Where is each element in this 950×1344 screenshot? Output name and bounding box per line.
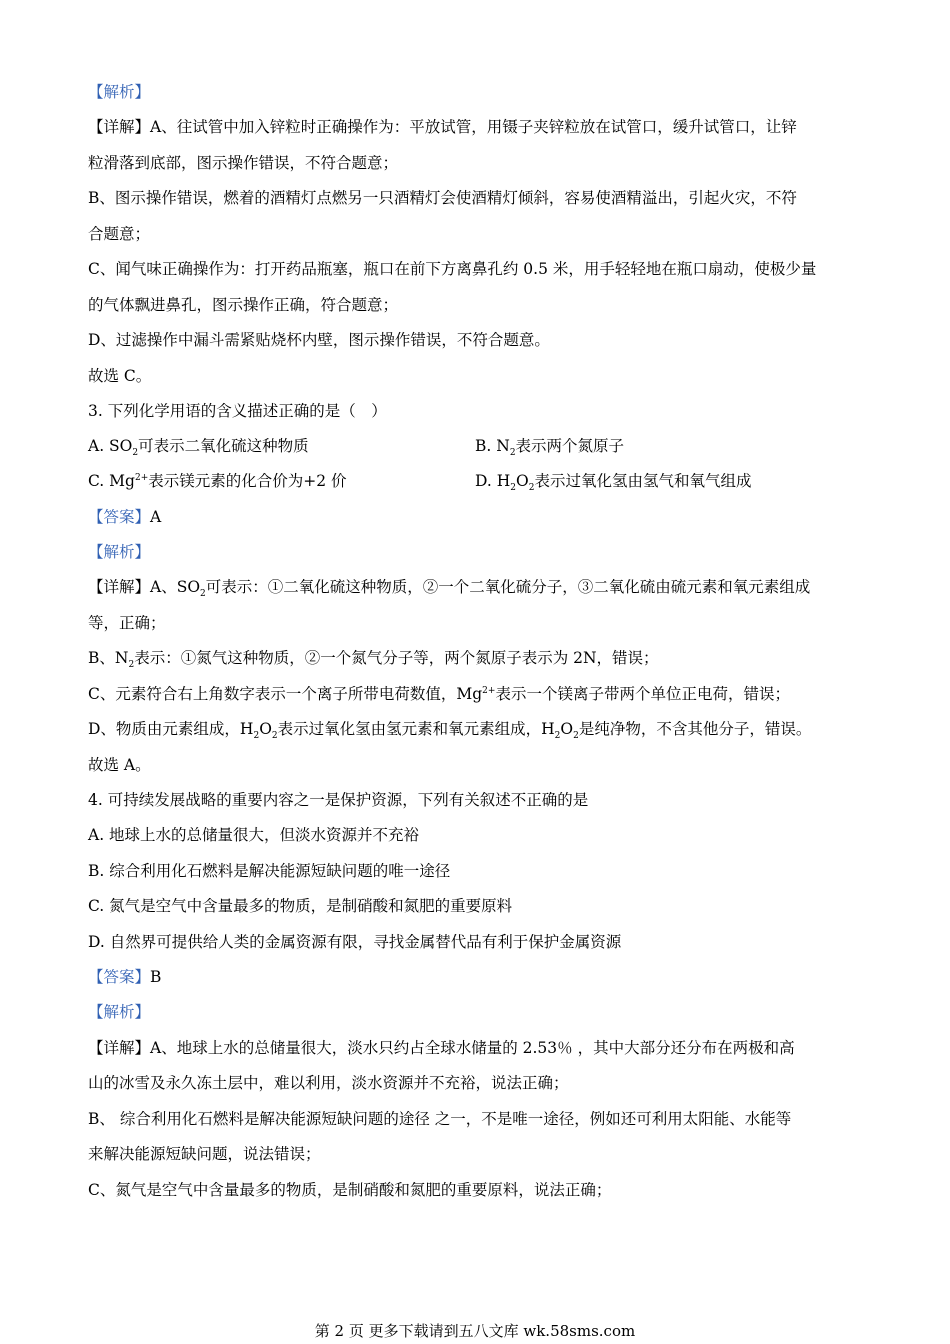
q2-detail-b-line1: B、图示操作错误，燃着的酒精灯点燃另一只酒精灯会使酒精灯倾斜，容易使酒精溢出，引起火灾，不符 bbox=[88, 189, 797, 207]
q3-detail-a-line2: 等，正确； bbox=[88, 614, 166, 632]
q3-option-a: A. $SO_2$可表示二氧化硫这种物质 bbox=[88, 437, 309, 459]
q4-option-c: C. 氮气是空气中含量最多的物质，是制硝酸和氮肥的重要原料 bbox=[88, 897, 513, 915]
q4-option-d: D. 自然界可提供给人类的金属资源有限，寻找金属替代品有利于保护金属资源 bbox=[88, 933, 622, 951]
q4-detail-a-line2: 山的冰雪及永久冻土层中，难以利用，淡水资源并不充裕，说法正确； bbox=[88, 1074, 569, 1092]
q3-analysis-label: 【解析】 bbox=[88, 543, 151, 561]
q2-detail-c-line1: C、闻气味正确操作为：打开药品瓶塞，瓶口在前下方离鼻孔约 0.5 米，用手轻轻地在瓶口扇动，使极少量 bbox=[88, 260, 817, 278]
q4-option-a: A. 地球上水的总储量很大，但淡水资源并不充裕 bbox=[88, 826, 420, 844]
q2-detail-b-line2: 合题意； bbox=[88, 225, 151, 243]
q3-detail-d: D、物质由元素组成，$H_2O_2$表示过氧化氢由氢元素和氧元素组成，$H_2O_2$是纯净物，不含其他分子，错误。 bbox=[88, 720, 812, 742]
q3-stem: 3. 下列化学用语的含义描述正确的是（ ） bbox=[88, 402, 387, 420]
q2-analysis-label: 【解析】 bbox=[88, 83, 151, 101]
q3-detail-b: B、$N_2$表示：①氮气这种物质，②一个氮气分子等，两个氮原子表示为 2N，错误； bbox=[88, 649, 659, 671]
q4-answer: 【答案】B bbox=[88, 968, 162, 986]
q4-detail-c: C、氮气是空气中含量最多的物质，是制硝酸和氮肥的重要原料，说法正确； bbox=[88, 1181, 612, 1199]
q4-stem: 4. 可持续发展战略的重要内容之一是保护资源，下列有关叙述不正确的是 bbox=[88, 791, 589, 809]
page-footer: 第 2 页 更多下载请到五八文库 wk.58sms.com bbox=[314, 1322, 636, 1340]
q3-choice: 故选 A。 bbox=[88, 756, 151, 774]
q3-option-d: D. $H_2O_2$表示过氧化氢由氢气和氧气组成 bbox=[475, 472, 752, 494]
q2-detail-a-line2: 粒滑落到底部，图示操作错误，不符合题意； bbox=[88, 154, 399, 172]
detail-tag: 【详解】 bbox=[88, 118, 151, 136]
q3-detail-a-line1: 【详解】A、$SO_2$可表示：①二氧化硫这种物质，②一个二氧化硫分子，③二氧化硫由硫元素和氧元素组成 bbox=[88, 578, 811, 600]
q4-option-b: B. 综合利用化石燃料是解决能源短缺问题的唯一途径 bbox=[88, 862, 451, 880]
q2-choice: 故选 C。 bbox=[88, 367, 152, 385]
q4-detail-b-line1: B、 综合利用化石燃料是解决能源短缺问题的途径 之一，不是唯一途径，例如还可利用太阳能、水能等 bbox=[88, 1110, 792, 1128]
q2-detail-a-line1: 【详解】A、往试管中加入锌粒时正确操作为：平放试管，用镊子夹锌粒放在试管口，缓升试管口，让锌 bbox=[88, 118, 797, 136]
q3-detail-c: C、元素符合右上角数字表示一个离子所带电荷数值，$Mg^{2+}$表示一个镁离子带两个单位正电荷，错误； bbox=[88, 685, 790, 703]
q2-detail-c-line2: 的气体飘进鼻孔，图示操作正确，符合题意； bbox=[88, 296, 399, 314]
q3-option-c: C. $Mg^{2+}$表示镁元素的化合价为+2 价 bbox=[88, 472, 347, 490]
q4-analysis-label: 【解析】 bbox=[88, 1003, 151, 1021]
q2-detail-d: D、过滤操作中漏斗需紧贴烧杯内壁，图示操作错误，不符合题意。 bbox=[88, 331, 550, 349]
q4-detail-a-line1: 【详解】A、地球上水的总储量很大，淡水只约占全球水储量的 2.53％ ，其中大部分还分布在两极和高 bbox=[88, 1039, 795, 1057]
q4-detail-b-line2: 来解决能源短缺问题，说法错误； bbox=[88, 1145, 321, 1163]
q3-option-b: B. $N_2$表示两个氮原子 bbox=[475, 437, 625, 459]
q3-answer: 【答案】A bbox=[88, 508, 162, 526]
